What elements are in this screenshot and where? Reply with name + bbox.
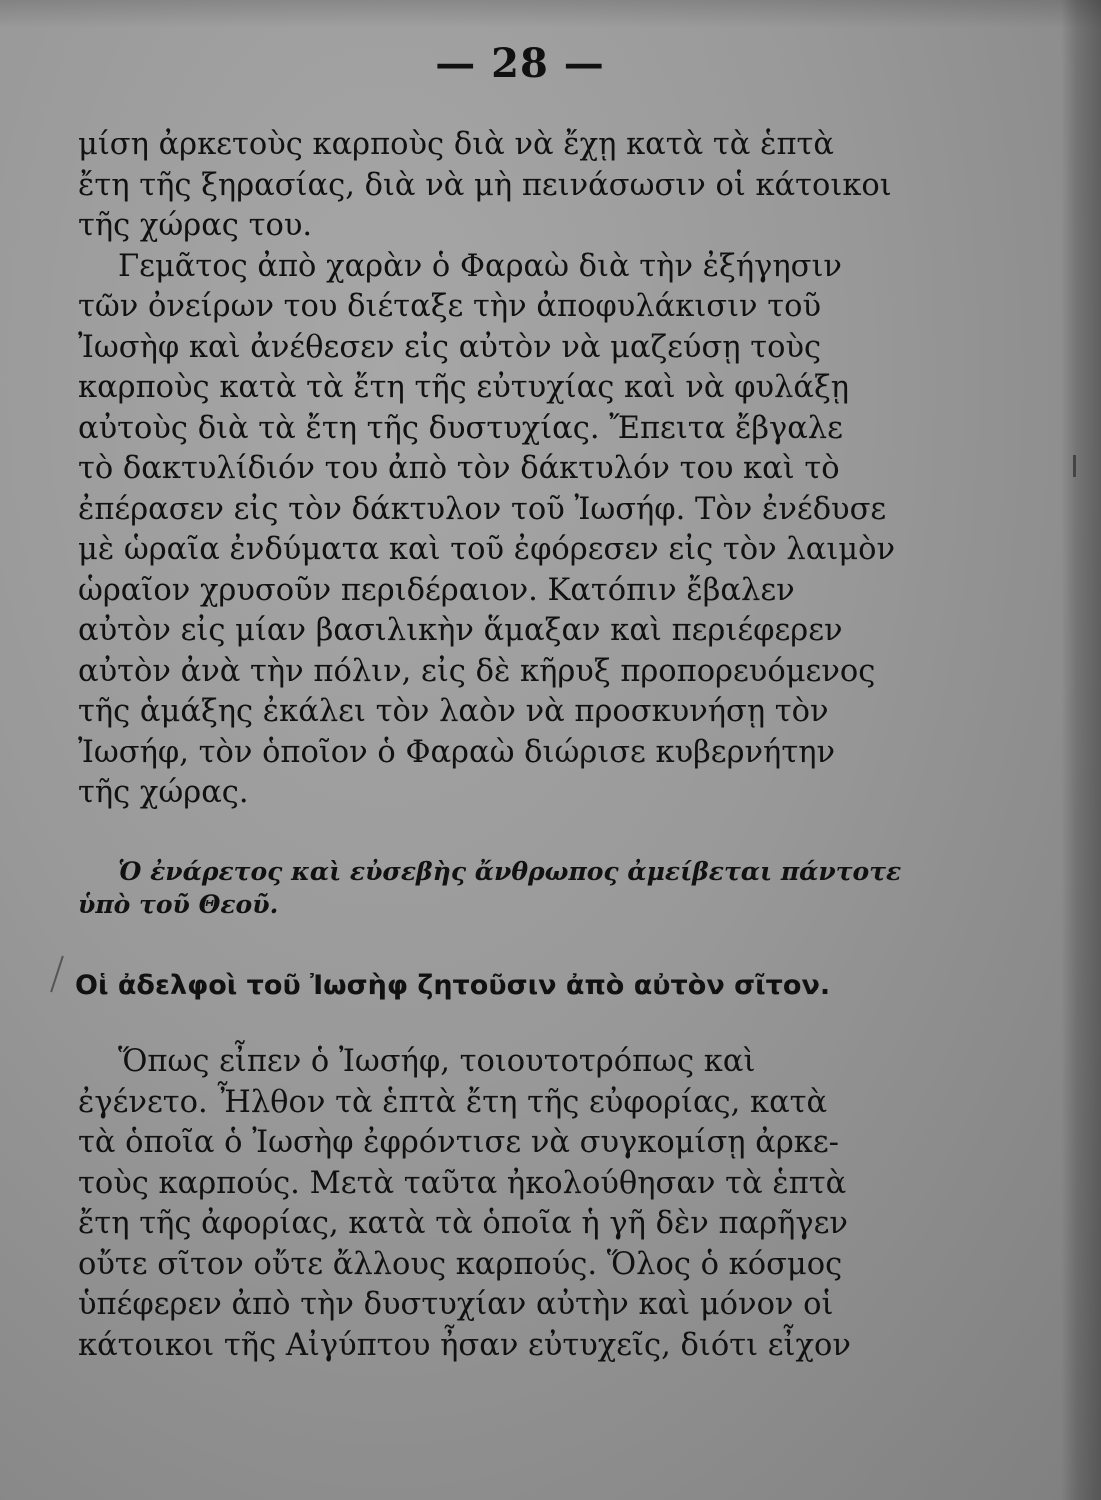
paragraph-line: τοὺς καρπούς. Μετὰ ταῦτα ἠκολούθησαν τὰ ἑπτὰ	[78, 1165, 847, 1201]
body-text-lower	[78, 1042, 928, 1366]
paragraph-line: μὲ ὡραῖα ἐνδύματα καὶ τοῦ ἐφόρεσεν εἰς τὸν λαιμὸν	[78, 532, 896, 567]
paragraph-line: αὐτοὺς διὰ τὰ ἔτη τῆς δυστυχίας. Ἔπειτα ἔβγαλε	[78, 410, 843, 446]
paragraph-line: Ὅπως εἶπεν ὁ Ἰωσήφ, τοιουτοτρόπως καὶ	[118, 1044, 756, 1079]
paragraph-line: μίση ἀρκετοὺς καρποὺς διὰ νὰ ἔχῃ κατὰ τὰ ἑπτὰ	[78, 127, 834, 162]
paragraph-line: ὑπέφερεν ἀπὸ τὴν δυστυχίαν αὐτὴν καὶ μόνον οἱ	[78, 1287, 834, 1322]
paragraph-line: κάτοικοι τῆς Αἰγύπτου ἦσαν εὐτυχεῖς, διότι εἶχον	[78, 1327, 851, 1363]
paragraph-line: ἐπέρασεν εἰς τὸν δάκτυλον τοῦ Ἰωσήφ. Τὸν ἐνέδυσε	[78, 491, 887, 527]
paragraph-line: τῆς χώρας του.	[78, 208, 313, 243]
paragraph-line: καρποὺς κατὰ τὰ ἔτη τῆς εὐτυχίας καὶ νὰ φυλάξῃ	[78, 370, 850, 405]
page-top-shadow	[0, 0, 1101, 28]
moral-text	[78, 855, 928, 921]
paragraph-line: Ἰωσὴφ καὶ ἀνέθεσεν εἰς αὐτὸν νὰ μαζεύσῃ τοὺς	[78, 329, 822, 365]
paragraph-line: αὐτὸν εἰς μίαν βασιλικὴν ἅμαξαν καὶ περιέφερεν	[78, 613, 843, 648]
paragraph-line: τῶν ὀνείρων του διέταξε τὴν ἀποφυλάκισιν τοῦ	[78, 289, 822, 324]
body-text-upper	[78, 125, 928, 814]
paragraph-line: τῆς χώρας.	[78, 775, 249, 810]
paragraph-line: τὰ ὁποῖα ὁ Ἰωσὴφ ἐφρόντισε νὰ συγκομίσῃ ἀρκε-	[78, 1125, 839, 1160]
paragraph-line: τὸ δακτυλίδιόν του ἀπὸ τὸν δάκτυλόν του καὶ τὸ	[78, 451, 840, 486]
moral-line: ὑπὸ τοῦ Θεοῦ.	[78, 890, 279, 919]
section-heading: Οἱ ἀδελφοὶ τοῦ Ἰωσὴφ ζητοῦσιν ἀπὸ αὐτὸν σῖτον.	[75, 970, 831, 1001]
moral-line: Ὁ ἐνάρετος καὶ εὐσεβὴς ἄνθρωπος ἀμείβεται πάντοτε	[118, 857, 902, 886]
paragraph-line: ἐγένετο. Ἦλθον τὰ ἑπτὰ ἔτη τῆς εὐφορίας, κατὰ	[78, 1084, 828, 1120]
paragraph-line: ἔτη τῆς ξηρασίας, διὰ νὰ μὴ πεινάσωσιν οἱ κάτοικοι	[78, 167, 892, 203]
paragraph-line: τῆς ἁμάξης ἐκάλει τὸν λαὸν νὰ προσκυνήσῃ τὸν	[78, 694, 829, 729]
paragraph-line: Ἰωσήφ, τὸν ὁποῖον ὁ Φαραὼ διώρισε κυβερνήτην	[78, 734, 836, 770]
paragraph-line: ὡραῖον χρυσοῦν περιδέραιον. Κατόπιν ἔβαλεν	[78, 572, 795, 608]
page-edge-shadow	[1061, 0, 1101, 1500]
paragraph-line: Γεμᾶτος ἀπὸ χαρὰν ὁ Φαραὼ διὰ τὴν ἐξήγησιν	[118, 248, 842, 284]
margin-speck	[1073, 455, 1076, 477]
page-number: — 28 —	[435, 40, 605, 87]
paragraph-line: ἔτη τῆς ἀφορίας, κατὰ τὰ ὁποῖα ἡ γῆ δὲν παρῆγεν	[78, 1206, 848, 1241]
paragraph-line: αὐτὸν ἀνὰ τὴν πόλιν, εἰς δὲ κῆρυξ προπορευόμενος	[78, 653, 876, 689]
paragraph-line: οὔτε σῖτον οὔτε ἄλλους καρπούς. Ὅλος ὁ κόσμος	[78, 1246, 843, 1282]
margin-pencil-mark	[50, 956, 64, 993]
